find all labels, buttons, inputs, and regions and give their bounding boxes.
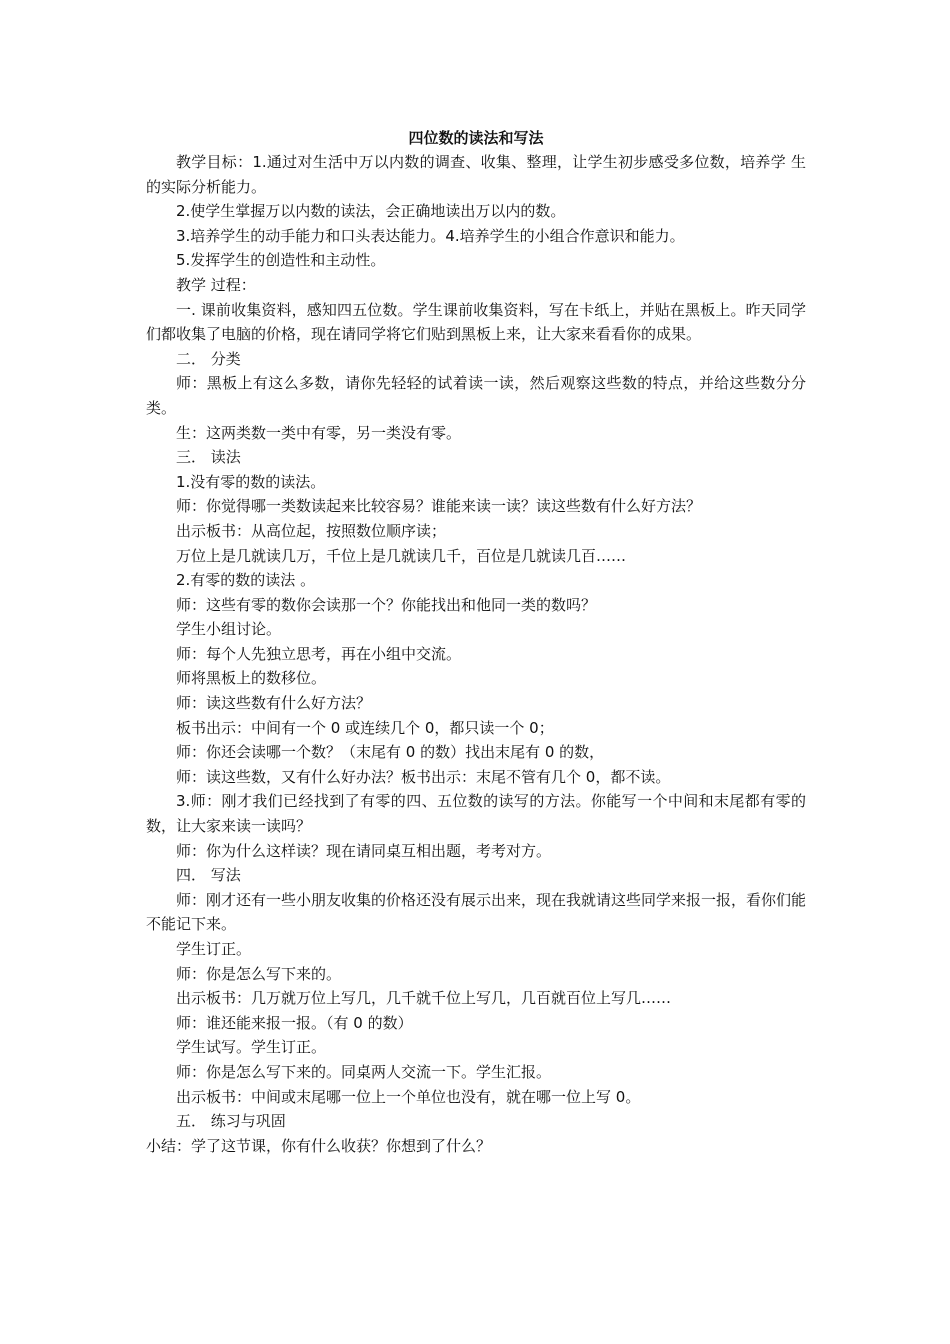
document-page bbox=[146, 126, 806, 1158]
document-paragraph: 2.有零的数的读法 。 bbox=[176, 571, 316, 590]
document-paragraph: 1.没有零的数的读法。 bbox=[176, 472, 326, 491]
document-paragraph: 教学 过程： bbox=[176, 275, 256, 294]
document-paragraph: 3.师：刚才我们已经找到了有零的四、五位数的读写的方法。你能写一个中间和末尾都有零的数，让大家来读一读吗？ bbox=[146, 792, 806, 836]
document-paragraph: 学生小组讨论。 bbox=[176, 620, 282, 639]
document-paragraph: 师将黑板上的数移位。 bbox=[176, 669, 327, 688]
document-paragraph: 学生订正。 bbox=[176, 940, 252, 958]
document-paragraph: 万位上是几就读几万，千位上是几就读几千，百位是几就读几百…… bbox=[176, 546, 627, 565]
document-paragraph: 出示板书：中间或末尾哪一位上一个单位也没有，就在哪一位上写 0。 bbox=[176, 1087, 641, 1106]
document-paragraph: 出示板书：几万就万位上写几，几千就千位上写几，几百就百位上写几…… bbox=[176, 989, 672, 1008]
document-paragraph: 生：这两类数一类中有零，另一类没有零。 bbox=[176, 423, 462, 442]
document-paragraph: 小结：学了这节课，你有什么收获？你想到了什么？ bbox=[146, 1136, 492, 1155]
document-paragraph: 师：你是怎么写下来的。 bbox=[176, 964, 342, 983]
document-paragraph: 师：谁还能来报一报。（有 0 的数） bbox=[176, 1013, 413, 1032]
document-paragraph: 2.使学生掌握万以内数的读法，会正确地读出万以内的数。 bbox=[176, 202, 566, 221]
document-paragraph: 三． 读法 bbox=[176, 448, 241, 467]
document-paragraph: 师：你觉得哪一类数读起来比较容易？谁能来读一读？读这些数有什么好方法？ bbox=[176, 497, 702, 516]
document-paragraph: 学生试写。学生订正。 bbox=[176, 1038, 327, 1057]
document-paragraph: 3.培养学生的动手能力和口头表达能力。4.培养学生的小组合作意识和能力。 bbox=[176, 226, 685, 245]
document-paragraph: 师：每个人先独立思考，再在小组中交流。 bbox=[176, 644, 462, 663]
document-paragraph: 师：黑板上有这么多数，请你先轻轻的试着读一读，然后观察这些数的特点，并给这些数分分类。 bbox=[146, 374, 806, 417]
document-paragraph: 二． 分类 bbox=[176, 349, 241, 368]
document-paragraph: 师：读这些数有什么好方法？ bbox=[176, 694, 372, 713]
document-paragraph: 教学目标：1.通过对生活中万以内数的调查、收集、整理，让学生初步感受多位数，培养学 生的实际分析能力。 bbox=[146, 153, 806, 196]
document-paragraph: 四． 写法 bbox=[176, 866, 241, 885]
document-paragraph: 师：你是怎么写下来的。同桌两人交流一下。学生汇报。 bbox=[176, 1062, 552, 1081]
document-paragraph: 五． 练习与巩固 bbox=[176, 1112, 286, 1131]
document-paragraph: 师：你为什么这样读？现在请同桌互相出题，考考对方。 bbox=[176, 841, 552, 860]
document-paragraph: 板书出示：中间有一个 0 或连续几个 0，都只读一个 0； bbox=[176, 718, 554, 737]
document-paragraph: 一. 课前收集资料，感知四五位数。学生课前收集资料，写在卡纸上，并贴在黑板上。昨天同学们都收集了电脑的价格，现在请同学将它们贴到黑板上来，让大家来看看你的成果。 bbox=[146, 300, 806, 344]
document-paragraph: 5.发挥学生的创造性和主动性。 bbox=[176, 251, 386, 270]
document-paragraph: 师：读这些数，又有什么好办法？板书出示：末尾不管有几个 0，都不读。 bbox=[176, 767, 671, 786]
document-paragraph: 出示板书：从高位起，按照数位顺序读； bbox=[176, 521, 447, 540]
document-paragraph: 师：刚才还有一些小朋友收集的价格还没有展示出来，现在我就请这些同学来报一报，看你们能不能记下来。 bbox=[146, 890, 807, 934]
document-paragraph: 师：你还会读哪一个数？（末尾有 0 的数）找出末尾有 0 的数， bbox=[176, 743, 605, 762]
document-body bbox=[146, 150, 806, 1158]
document-paragraph: 师：这些有零的数你会读那一个？你能找出和他同一类的数吗？ bbox=[176, 595, 597, 614]
document-title: 四位数的读法和写法 bbox=[408, 129, 544, 147]
